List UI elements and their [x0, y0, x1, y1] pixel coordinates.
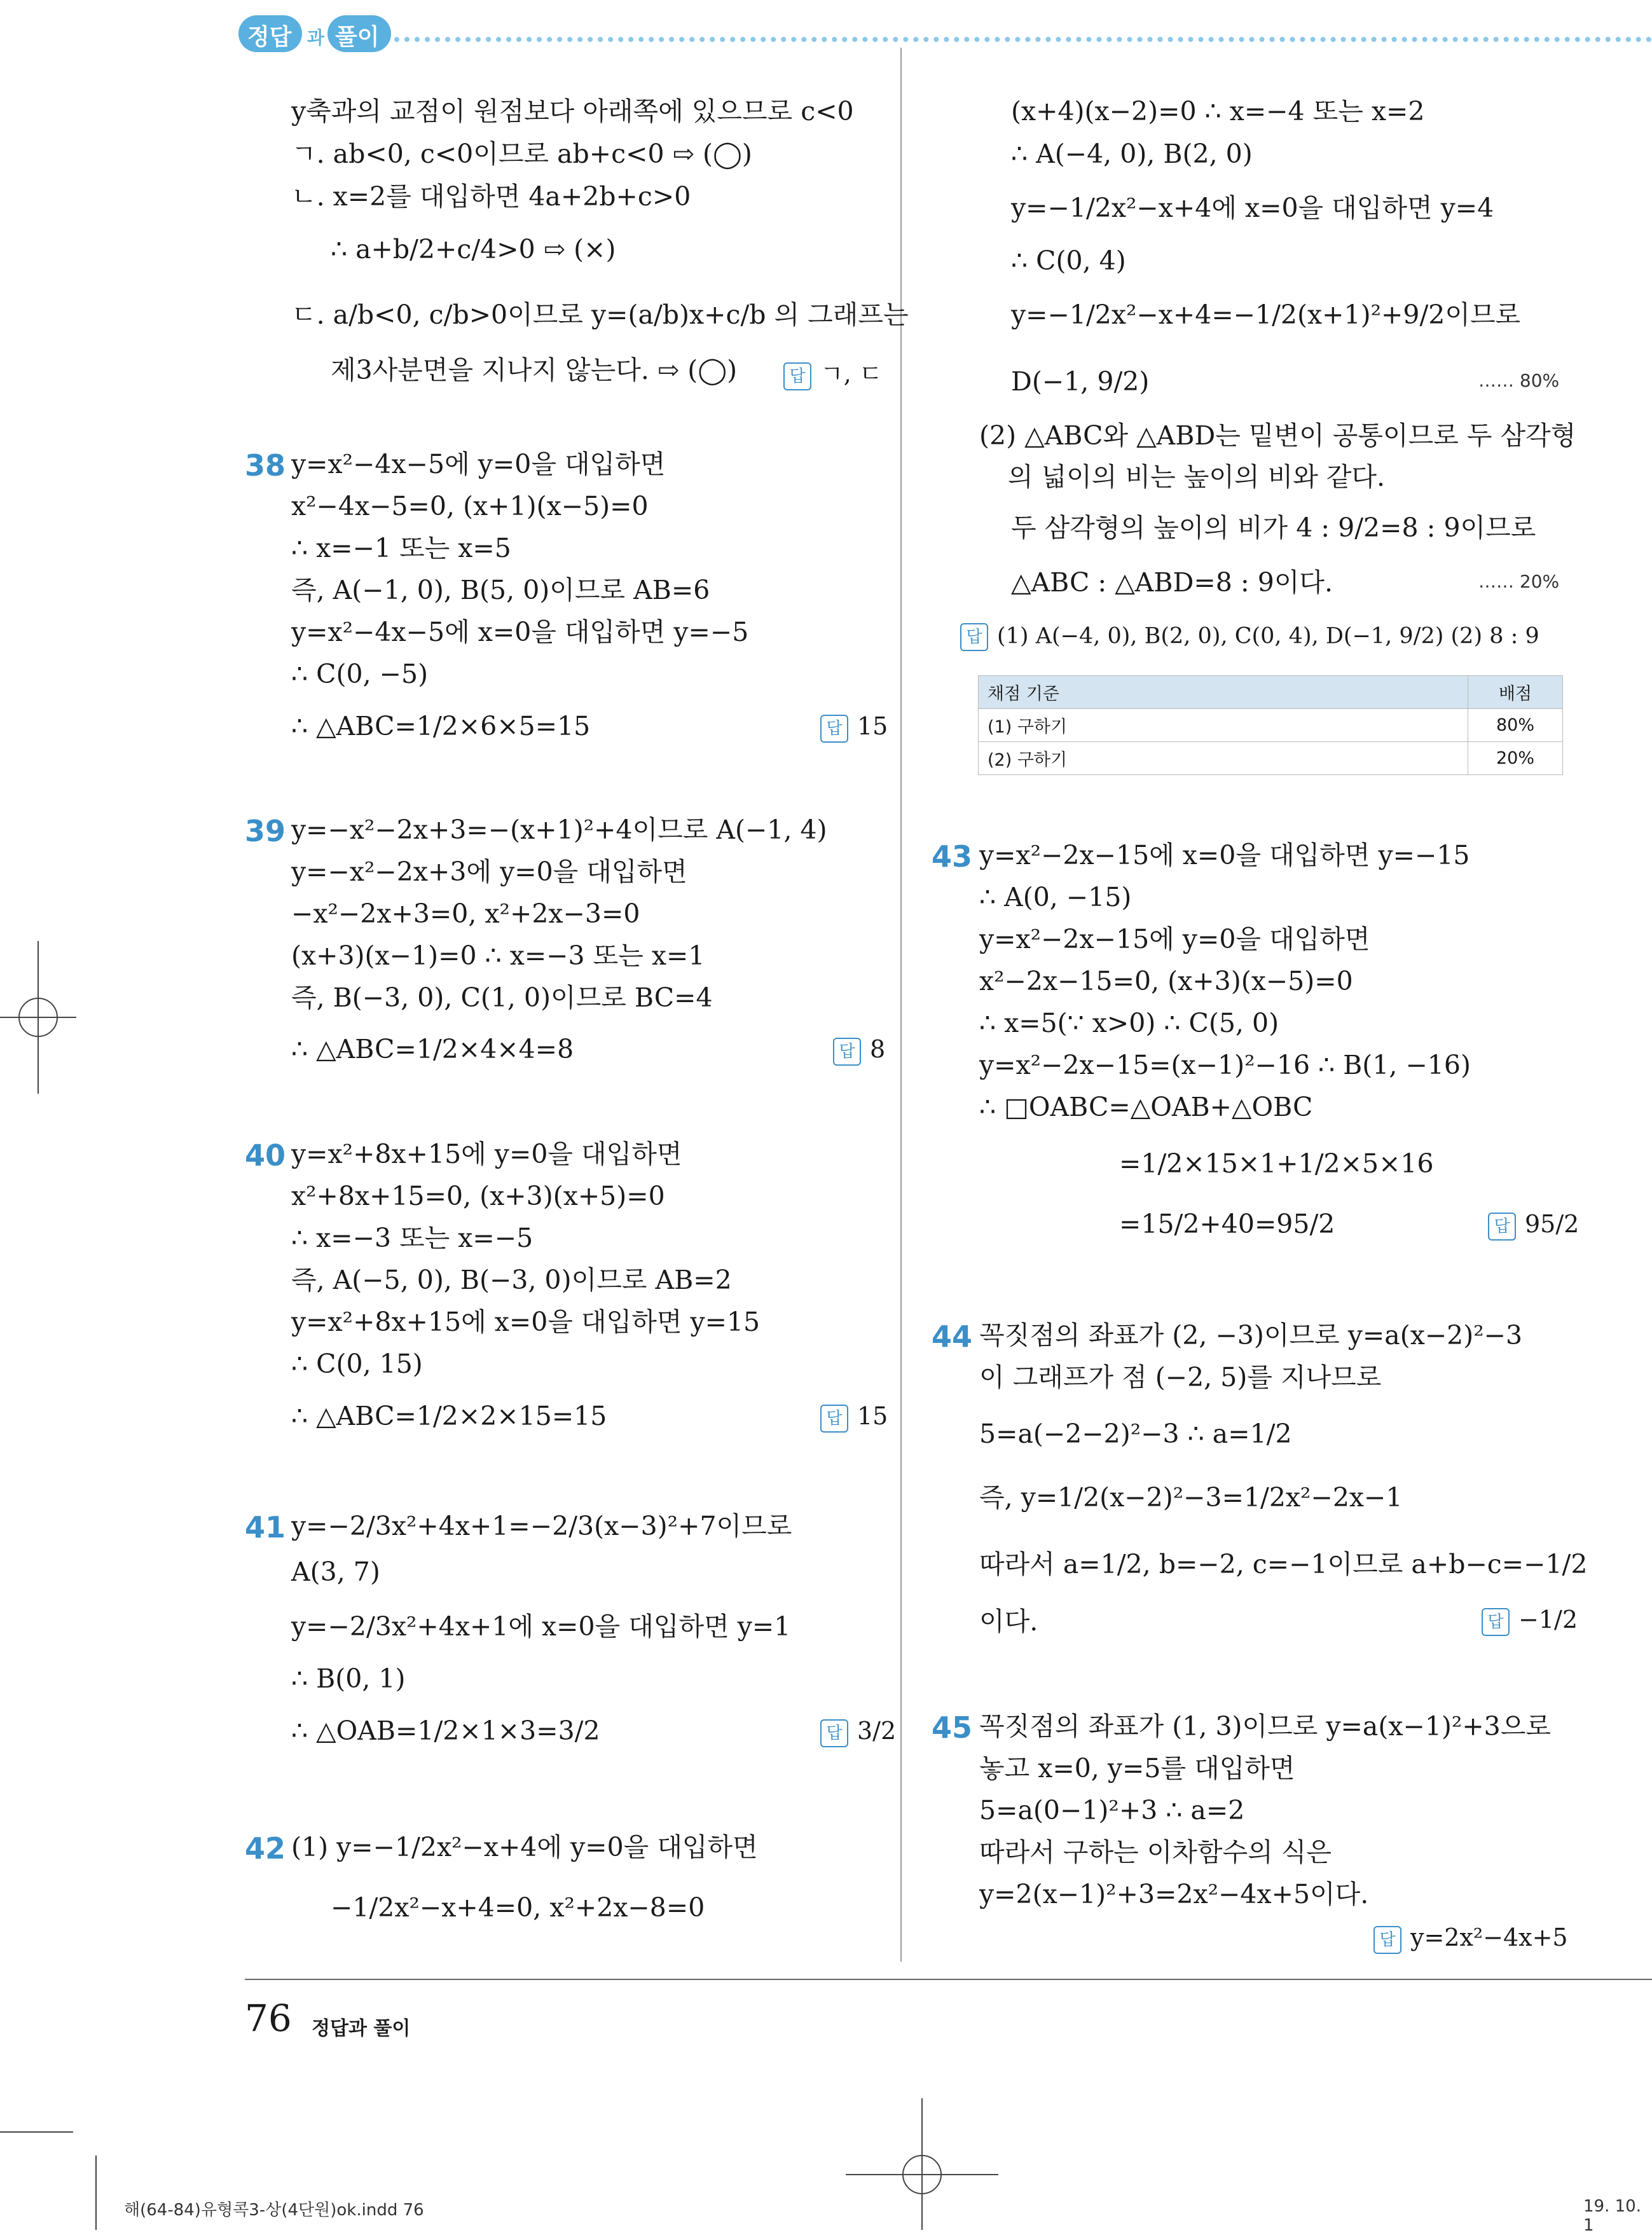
registration-mark-icon — [846, 2098, 998, 2230]
solution-line: ∴ C(0, 15) — [291, 1349, 423, 1379]
intro-answer: 답 ㄱ, ㄷ — [783, 354, 883, 390]
solution-line: (x+4)(x−2)=0 ∴ x=−4 또는 x=2 — [1011, 96, 1425, 127]
solution-line: (2) △ABC와 △ABD는 밑변이 공통이므로 두 삼각형 — [979, 420, 1576, 451]
solution-line: 이 그래프가 점 (−2, 5)를 지나므로 — [979, 1362, 1382, 1393]
header-badge-b: 과 — [307, 27, 325, 48]
solution-line: 의 넓이의 비는 높이의 비와 같다. — [1008, 462, 1386, 492]
answer: 답 15 — [820, 1402, 888, 1433]
solution-line: ∴ x=−1 또는 x=5 — [291, 533, 511, 563]
solution-line: (x+3)(x−1)=0 ∴ x=−3 또는 x=1 — [291, 940, 705, 971]
solution-line: y=−x²−2x+3=−(x+1)²+4이므로 A(−1, 4) — [291, 815, 827, 845]
solution-line: 따라서 a=1/2, b=−2, c=−1이므로 a+b−c=−1/2 — [979, 1549, 1588, 1579]
solution-line: =15/2+40=95/2 — [1119, 1209, 1335, 1239]
solution-line: 이다. — [979, 1606, 1038, 1637]
answer-badge-icon: 답 — [960, 623, 988, 651]
solution-line: 즉, B(−3, 0), C(1, 0)이므로 BC=4 — [291, 982, 713, 1013]
solution-line: y=x²−2x−15=(x−1)²−16 ∴ B(1, −16) — [979, 1050, 1471, 1080]
solution-line: y=x²+8x+15에 x=0을 대입하면 y=15 — [291, 1307, 761, 1337]
solution-line: y=x²−4x−5에 x=0을 대입하면 y=−5 — [291, 617, 749, 647]
problem-number: 45 — [932, 1710, 973, 1745]
solution-line: y=x²−2x−15에 y=0을 대입하면 — [979, 924, 1370, 954]
page-number: 76 — [245, 1997, 292, 2040]
solution-line: 즉, A(−1, 0), B(5, 0)이므로 AB=6 — [291, 575, 710, 605]
header-badge-c: 풀이 — [335, 24, 380, 50]
table-header: 채점 기준 — [979, 676, 1468, 709]
solution-line: ∴ A(−4, 0), B(2, 0) — [1011, 139, 1253, 169]
answer-badge-icon: 답 — [1482, 1608, 1510, 1636]
solution-line: y=x²−4x−5에 y=0을 대입하면 — [291, 449, 666, 479]
answer-badge-icon: 답 — [820, 715, 848, 743]
answer-badge-icon: 답 — [1488, 1213, 1516, 1241]
solution-line: 두 삼각형의 높이의 비가 4 : 9/2=8 : 9이므로 — [1011, 512, 1536, 543]
solution-line: ∴ B(0, 1) — [291, 1663, 406, 1694]
solution-line: 5=a(0−1)²+3 ∴ a=2 — [979, 1795, 1245, 1826]
scoring-table — [978, 675, 1563, 775]
intro-line: ㄷ. a/b<0, c/b>0이므로 y=(a/b)x+c/b 의 그래프는 — [291, 299, 909, 330]
header-badge-a: 정답 — [247, 24, 292, 50]
solution-line: D(−1, 9/2) — [1011, 366, 1150, 397]
column-divider — [900, 48, 902, 1962]
solution-line: y=−2/3x²+4x+1에 x=0을 대입하면 y=1 — [291, 1611, 791, 1642]
solution-line: x²−4x−5=0, (x+1)(x−5)=0 — [291, 491, 649, 521]
footer-rule — [245, 1979, 1652, 1980]
solution-line: (1) y=−1/2x²−x+4에 y=0을 대입하면 — [291, 1832, 758, 1862]
answer: 답 95/2 — [1488, 1210, 1579, 1241]
problem-number: 39 — [245, 814, 286, 848]
solution-line: y=−x²−2x+3에 y=0을 대입하면 — [291, 856, 687, 887]
intro-line: y축과의 교점이 원점보다 아래쪽에 있으므로 c<0 — [291, 96, 854, 127]
problem-number: 40 — [245, 1138, 286, 1173]
slug-date: 19. 10. 1 — [1583, 2197, 1641, 2235]
solution-line: ∴ x=−3 또는 x=−5 — [291, 1223, 533, 1253]
answer-badge-icon: 답 — [833, 1038, 861, 1066]
intro-line: 제3사분면을 지나지 않는다. ⇨ (◯) — [331, 355, 738, 385]
solution-line: ∴ C(0, −5) — [291, 659, 429, 689]
problem-number: 43 — [932, 839, 973, 874]
solution-line: ∴ △OAB=1/2×1×3=3/2 — [291, 1716, 600, 1746]
score-percent: …… 80% — [1478, 370, 1560, 391]
answer-badge-icon: 답 — [820, 1719, 848, 1747]
solution-line: 꼭짓점의 좌표가 (1, 3)이므로 y=a(x−1)²+3으로 — [979, 1711, 1551, 1742]
problem-number: 41 — [245, 1510, 286, 1544]
solution-line: 즉, A(−5, 0), B(−3, 0)이므로 AB=2 — [291, 1265, 732, 1295]
table-row: (2) 구하기 20% — [979, 742, 1563, 775]
intro-line: ㄱ. ab<0, c<0이므로 ab+c<0 ⇨ (◯) — [291, 139, 752, 169]
intro-line: ∴ a+b/2+c/4>0 ⇨ (×) — [331, 234, 616, 265]
solution-line: y=x²−2x−15에 x=0을 대입하면 y=−15 — [979, 840, 1470, 870]
answer: 답 3/2 — [820, 1717, 896, 1747]
solution-line: y=−1/2x²−x+4=−1/2(x+1)²+9/2이므로 — [1011, 299, 1521, 330]
solution-line: 놓고 x=0, y=5를 대입하면 — [979, 1753, 1295, 1784]
solution-line: 꼭짓점의 좌표가 (2, −3)이므로 y=a(x−2)²−3 — [979, 1320, 1523, 1351]
solution-line: ∴ △ABC=1/2×4×4=8 — [291, 1034, 574, 1064]
header-badge — [238, 11, 397, 56]
crop-mark — [0, 2131, 73, 2133]
solution-line: y=x²+8x+15에 y=0을 대입하면 — [291, 1139, 682, 1169]
answer: 답 15 — [820, 712, 888, 743]
solution-line: y=2(x−1)²+3=2x²−4x+5이다. — [979, 1879, 1369, 1909]
problem-number: 38 — [245, 448, 286, 483]
solution-line: 따라서 구하는 이차함수의 식은 — [979, 1837, 1332, 1867]
solution-line: ∴ C(0, 4) — [1011, 245, 1126, 276]
solution-line: A(3, 7) — [291, 1557, 380, 1587]
solution-line: −1/2x²−x+4=0, x²+2x−8=0 — [331, 1892, 705, 1923]
registration-mark-icon — [0, 941, 76, 1094]
answer: 답 y=2x²−4x+5 — [1373, 1923, 1568, 1954]
solution-line: x²+8x+15=0, (x+3)(x+5)=0 — [291, 1181, 665, 1211]
crop-mark — [95, 2156, 97, 2230]
solution-line: 5=a(−2−2)²−3 ∴ a=1/2 — [979, 1419, 1292, 1449]
solution-line: x²−2x−15=0, (x+3)(x−5)=0 — [979, 966, 1353, 996]
solution-line: ∴ △ABC=1/2×6×5=15 — [291, 711, 591, 741]
solution-line: 즉, y=1/2(x−2)²−3=1/2x²−2x−1 — [979, 1482, 1403, 1513]
answer: 답 −1/2 — [1482, 1606, 1578, 1636]
answer-badge-icon: 답 — [820, 1405, 848, 1433]
solution-line: y=−2/3x²+4x+1=−2/3(x−3)²+7이므로 — [291, 1511, 792, 1541]
table-row: (1) 구하기 80% — [979, 709, 1563, 742]
solution-line: =1/2×15×1+1/2×5×16 — [1119, 1148, 1434, 1179]
answer-badge-icon: 답 — [1373, 1926, 1401, 1954]
footer-title: 정답과 풀이 — [312, 2018, 411, 2040]
solution-line: ∴ A(0, −15) — [979, 882, 1132, 912]
answer-badge-icon: 답 — [783, 362, 811, 390]
solution-line: ∴ x=5(∵ x>0) ∴ C(5, 0) — [979, 1008, 1279, 1038]
answer: 답 (1) A(−4, 0), B(2, 0), C(0, 4), D(−1, 9/2) (2) 8 : 9 — [960, 623, 1539, 651]
problem-number: 42 — [245, 1831, 286, 1866]
solution-line: ∴ △ABC=1/2×2×15=15 — [291, 1401, 607, 1431]
score-percent: …… 20% — [1478, 571, 1560, 592]
solution-line: −x²−2x+3=0, x²+2x−3=0 — [291, 898, 640, 929]
solution-line: ∴ □OABC=△OAB+△OBC — [979, 1092, 1313, 1122]
intro-line: ㄴ. x=2를 대입하면 4a+2b+c>0 — [291, 181, 691, 212]
solution-line: y=−1/2x²−x+4에 x=0을 대입하면 y=4 — [1011, 193, 1494, 223]
problem-number: 44 — [932, 1319, 973, 1354]
slug-filename: 해(64-84)유형콕3-상(4단원)ok.indd 76 — [124, 2201, 424, 2220]
answer: 답 8 — [833, 1035, 885, 1066]
header-dotted-rule — [394, 37, 1652, 42]
table-header: 배점 — [1468, 676, 1563, 709]
solution-line: △ABC : △ABD=8 : 9이다. — [1011, 567, 1333, 598]
